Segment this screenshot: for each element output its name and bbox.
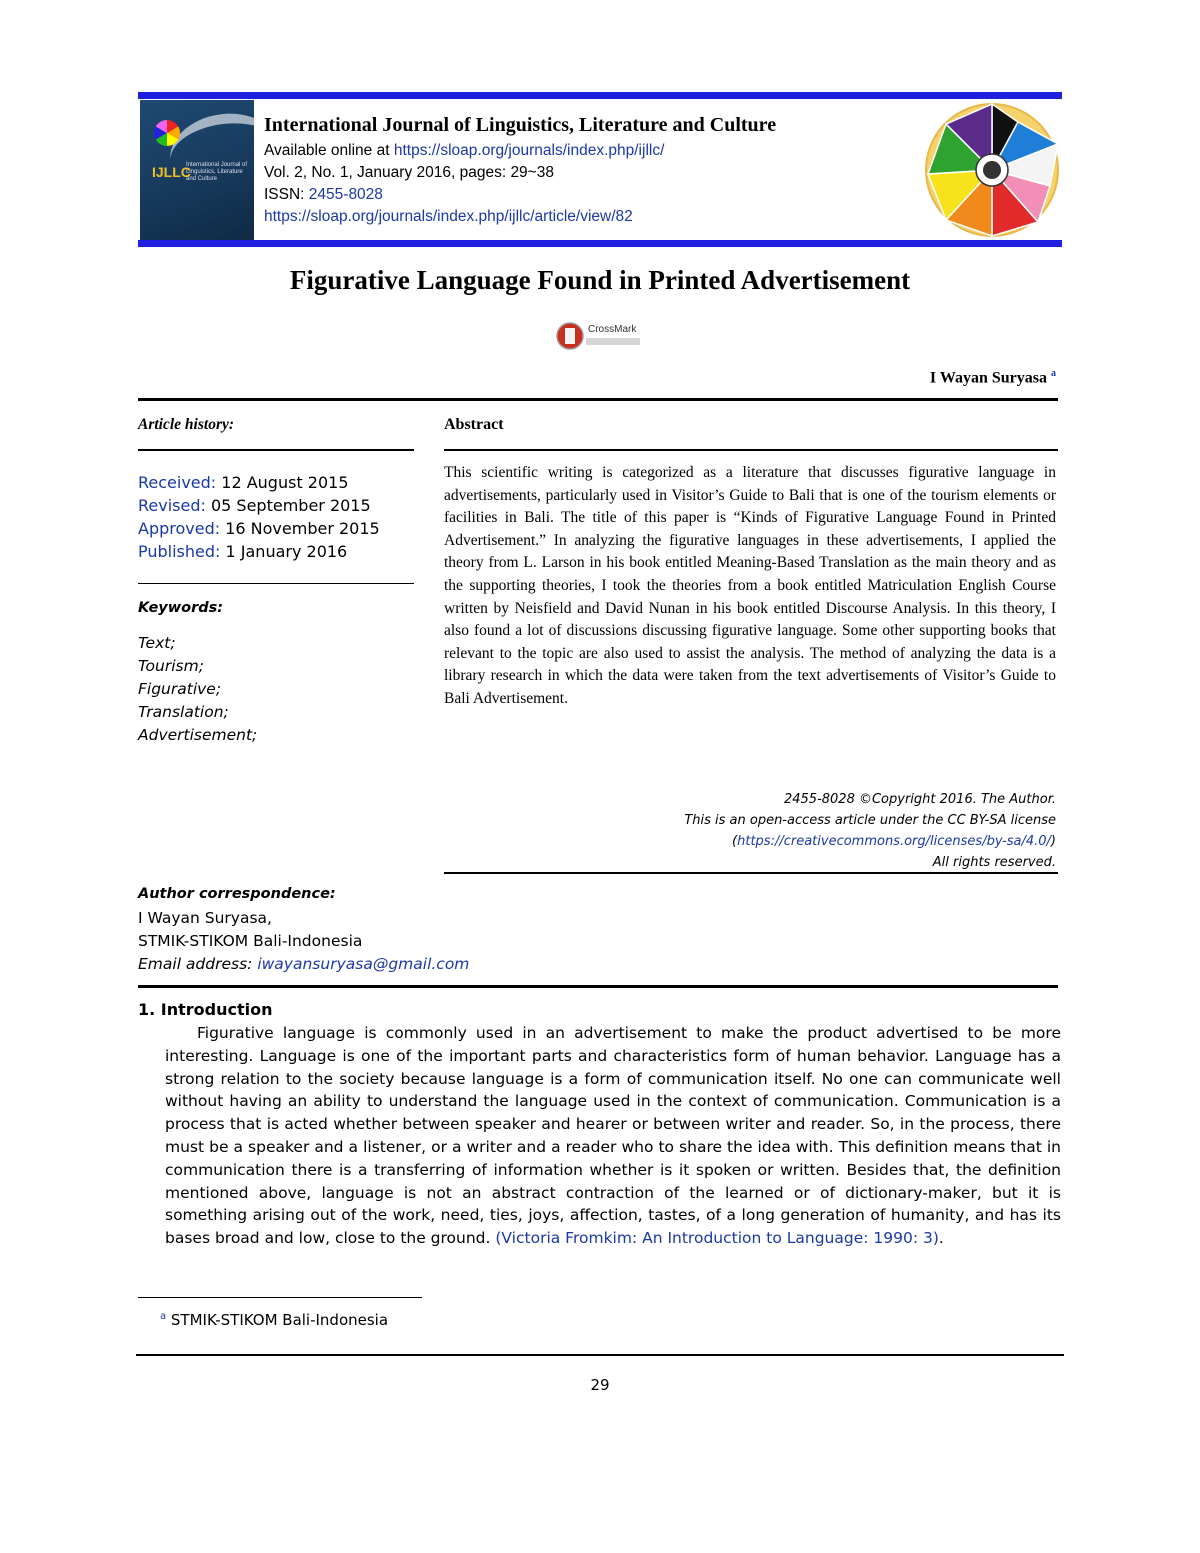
- article-url-link[interactable]: https://sloap.org/journals/index.php/ijllc/article/view/82: [264, 208, 633, 225]
- keyword-item: Advertisement;: [138, 726, 258, 744]
- citation-link[interactable]: (Victoria Fromkim: An Introduction to Language: 1990: 3): [495, 1229, 939, 1248]
- paper-title: Figurative Language Found in Printed Advertisement: [289, 265, 911, 295]
- journal-logo-icon: [922, 100, 1062, 240]
- correspondence-email: Email address: iwayansuryasa@gmail.com: [138, 955, 470, 973]
- rule-footnote: [138, 1297, 422, 1298]
- color-disc-icon: [154, 120, 180, 146]
- journal-url-link[interactable]: https://sloap.org/journals/index.php/ijllc/: [393, 142, 665, 159]
- history-approved: Approved: 16 November 2015: [138, 519, 380, 538]
- abstract-heading: Abstract: [444, 416, 504, 433]
- journal-cover-image: [140, 100, 254, 240]
- issn-link[interactable]: 2455-8028: [308, 186, 383, 203]
- rule-abstract-head: [444, 449, 1058, 451]
- keyword-item: Tourism;: [138, 657, 204, 675]
- header-bottom-bar: [138, 240, 1062, 247]
- keywords-heading: Keywords:: [138, 600, 224, 616]
- cover-subtitle: International Journal of Linguistics, Literature and Culture: [186, 162, 248, 182]
- rule-abstract-bottom: [444, 872, 1058, 874]
- email-link[interactable]: iwayansuryasa@gmail.com: [257, 955, 470, 973]
- journal-title: International Journal of Linguistics, Literature and Culture: [264, 114, 777, 136]
- correspondence-affiliation: STMIK-STIKOM Bali-Indonesia: [138, 932, 363, 950]
- rule-page-bottom: [136, 1354, 1064, 1356]
- crossmark-label: CrossMark: [588, 324, 637, 335]
- license-url-line: (https://creativecommons.org/licenses/by-sa/4.0/): [732, 834, 1056, 849]
- rule-before-intro: [138, 985, 1058, 988]
- rule-left-history: [138, 449, 414, 451]
- page-number: 29: [590, 1376, 610, 1394]
- correspondence-heading: Author correspondence:: [138, 886, 336, 902]
- correspondence-name: I Wayan Suryasa,: [138, 909, 272, 927]
- history-heading: Article history:: [138, 416, 235, 433]
- footnote: $^a$ STMIK-STIKOM Bali-Indonesia: [160, 1311, 389, 1329]
- header-top-bar: [138, 92, 1062, 99]
- introduction-text: Figurative language is commonly used in an advertisement to make the product advertised to be more interesting. Language is one of the important parts and characteristics form of human behavior. Language has a strong relation to the society because language is a form of communication itself. No one can communicate well without having an ability to understand the language used in the context of communication. Communication is a process that is acted whether between speaker and hearer or between writer and reader. So, in the process, there must be a speaker and a listener, or a writer and a reader who to share the idea with. This definition means that in communication there is a transferring of information whether is it spoken or written. Besides that, the definition mentioned above, language is not an abstract contraction of the learned or of dictionary-maker, but it is something arising out of the work, need, ties, joys, affection, tastes, of a long generation of humanity, and has its bases broad and low, close to the ground. (Victoria Fromkim: An Introduction to Language: 1990: 3).: [165, 1024, 1061, 1248]
- available-online: Available online at https://sloap.org/journals/index.php/ijllc/: [264, 142, 665, 159]
- keyword-item: Translation;: [138, 703, 229, 721]
- history-revised: Revised: 05 September 2015: [138, 496, 371, 515]
- license-url-link[interactable]: https://creativecommons.org/licenses/by-sa/4.0/: [737, 834, 1051, 849]
- cover-tag: IJLLC: [152, 164, 191, 180]
- author-name: I Wayan Suryasa $^a$: [929, 368, 1056, 387]
- rule-top: [138, 398, 1058, 401]
- keyword-item: Figurative;: [138, 680, 222, 698]
- issn-info: ISSN: 2455-8028: [264, 186, 383, 203]
- history-received: Received: 12 August 2015: [138, 473, 349, 492]
- license-line: This is an open-access article under the CC BY-SA license: [684, 813, 1056, 828]
- abstract-text: This scientific writing is categorized as a literature that discusses figurative language in advertisements, particularly used in Visitor’s Guide to Bali that is one of the tourism elements or facilities in Bali. The title of this paper is “Kinds of Figurative Language Found in Printed Advertisement.” In analyzing the figurative languages in these advertisements, I applied the theory from L. Larson in his book entitled Meaning-Based Translation as the main theory and as the supporting theories, I took the theories from a book entitled Matriculation English Course written by Neisfield and David Nunan in his book entitled Discourse Analysis. In this theory, I also found a lot of discussions discussing figurative language. Some other supporting books that relevant to the topic are also used to assist the analysis. The method of analyzing the data is a library research in which the data were taken from the text advertisements of Visitor’s Guide to Bali Advertisement.: [444, 464, 1056, 707]
- history-published: Published: 1 January 2016: [138, 542, 348, 561]
- rights-line: All rights reserved.: [932, 855, 1056, 870]
- volume-info: Vol. 2, No. 1, January 2016, pages: 29~38: [264, 164, 554, 181]
- introduction-heading: 1. Introduction: [138, 1000, 273, 1019]
- keyword-item: Text;: [138, 634, 176, 652]
- copyright-line: 2455-8028 ©Copyright 2016. The Author.: [783, 792, 1056, 807]
- rule-left-keywords: [138, 583, 414, 584]
